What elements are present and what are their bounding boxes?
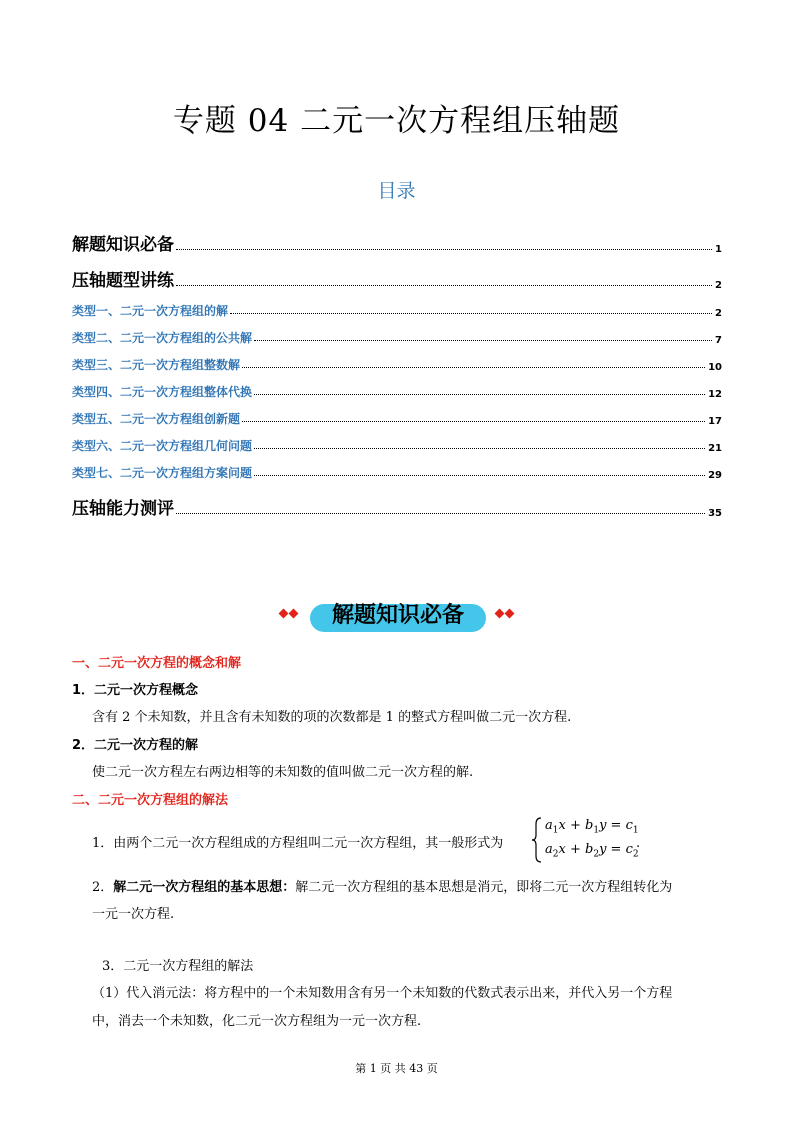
paragraph: 一元一次方程. xyxy=(92,907,175,922)
toc-entry-page: 29 xyxy=(708,470,722,481)
toc-leader xyxy=(176,249,712,250)
toc-leader xyxy=(254,340,712,341)
toc-leader xyxy=(254,448,705,449)
toc-heading: 目录 xyxy=(377,180,416,202)
toc-entry-page: 1 xyxy=(715,244,722,255)
toc-entry[interactable] xyxy=(72,302,722,319)
toc-leader xyxy=(230,313,712,314)
subheading: 2．二元一次方程的解 xyxy=(72,738,199,753)
equation-2: $a_2x + b_2y = c_2$ xyxy=(545,842,639,860)
brace-icon xyxy=(531,816,543,864)
toc-entry-page: 10 xyxy=(708,362,722,373)
toc-entry-page: 2 xyxy=(715,308,722,319)
toc-entry-page: 17 xyxy=(708,416,722,427)
toc-entry-label: 类型六、二元一次方程组几何问题 xyxy=(72,439,253,453)
period: . xyxy=(636,836,641,851)
toc-entry[interactable] xyxy=(72,230,722,255)
toc-leader xyxy=(254,394,705,395)
paragraph: 使二元一次方程左右两边相等的未知数的值叫做二元一次方程的解. xyxy=(92,765,474,780)
paragraph: 2．解二元一次方程组的基本思想：解二元一次方程组的基本思想是消元，即将二元一次方程组转化为 xyxy=(92,880,673,895)
paragraph: 含有 2 个未知数，并且含有未知数的项的次数都是 1 的整式方程叫做二元一次方程. xyxy=(92,710,572,725)
toc-entry-label: 类型七、二元一次方程组方案问题 xyxy=(72,466,253,480)
paragraph: 中，消去一个未知数，化二元一次方程组为一元一次方程. xyxy=(92,1014,422,1029)
paragraph: 3．二元一次方程组的解法 xyxy=(102,959,254,974)
diamond-icon xyxy=(495,609,505,619)
subheading: 1．二元一次方程概念 xyxy=(72,683,199,698)
toc-entry-label: 类型二、二元一次方程组的公共解 xyxy=(72,331,253,345)
banner-title: 解题知识必备 xyxy=(331,603,464,628)
toc-entry-label: 类型三、二元一次方程组整数解 xyxy=(72,358,241,372)
toc-entry-label: 压轴能力测评 xyxy=(72,499,174,519)
diamond-icon xyxy=(279,609,289,619)
page-title: 专题 04 二元一次方程组压轴题 xyxy=(172,103,621,139)
toc-entry-label: 压轴题型讲练 xyxy=(72,271,174,291)
diamond-icon xyxy=(505,609,515,619)
toc-entry-page: 35 xyxy=(708,508,722,519)
toc-entry-label: 解题知识必备 xyxy=(72,235,174,255)
toc-entry[interactable] xyxy=(72,464,722,481)
toc-entry[interactable] xyxy=(72,329,722,346)
equation-1: $a_1x + b_1y = c_1$ xyxy=(545,818,639,836)
toc-entry[interactable] xyxy=(72,383,722,400)
toc-entry[interactable] xyxy=(72,437,722,454)
toc-entry-page: 21 xyxy=(708,443,722,454)
toc-entry[interactable] xyxy=(72,410,722,427)
toc-entry-label: 类型四、二元一次方程组整体代换 xyxy=(72,385,253,399)
toc-entry-label: 类型五、二元一次方程组创新题 xyxy=(72,412,241,426)
toc-leader xyxy=(176,513,705,514)
toc-entry-page: 7 xyxy=(715,335,722,346)
paragraph: （1）代入消元法：将方程中的一个未知数用含有另一个未知数的代数式表示出来，并代入另一个方程 xyxy=(92,986,673,1001)
toc-entry-label: 类型一、二元一次方程组的解 xyxy=(72,304,229,318)
section-banner xyxy=(270,596,524,636)
toc-entry[interactable] xyxy=(72,494,722,519)
section-heading: 二、二元一次方程组的解法 xyxy=(72,793,229,808)
toc-entry[interactable] xyxy=(72,356,722,373)
page-footer: 第 1 页 共 43 页 xyxy=(355,1062,438,1075)
toc-leader xyxy=(254,475,705,476)
toc-leader xyxy=(176,285,712,286)
diamond-icon xyxy=(289,609,299,619)
paragraph: 1．由两个二元一次方程组成的方程组叫二元一次方程组，其一般形式为 xyxy=(92,836,504,851)
toc-leader xyxy=(242,367,705,368)
toc-entry[interactable] xyxy=(72,266,722,291)
section-heading: 一、二元一次方程的概念和解 xyxy=(72,656,242,671)
toc-entry-page: 2 xyxy=(715,280,722,291)
toc-leader xyxy=(242,421,705,422)
toc-entry-page: 12 xyxy=(708,389,722,400)
